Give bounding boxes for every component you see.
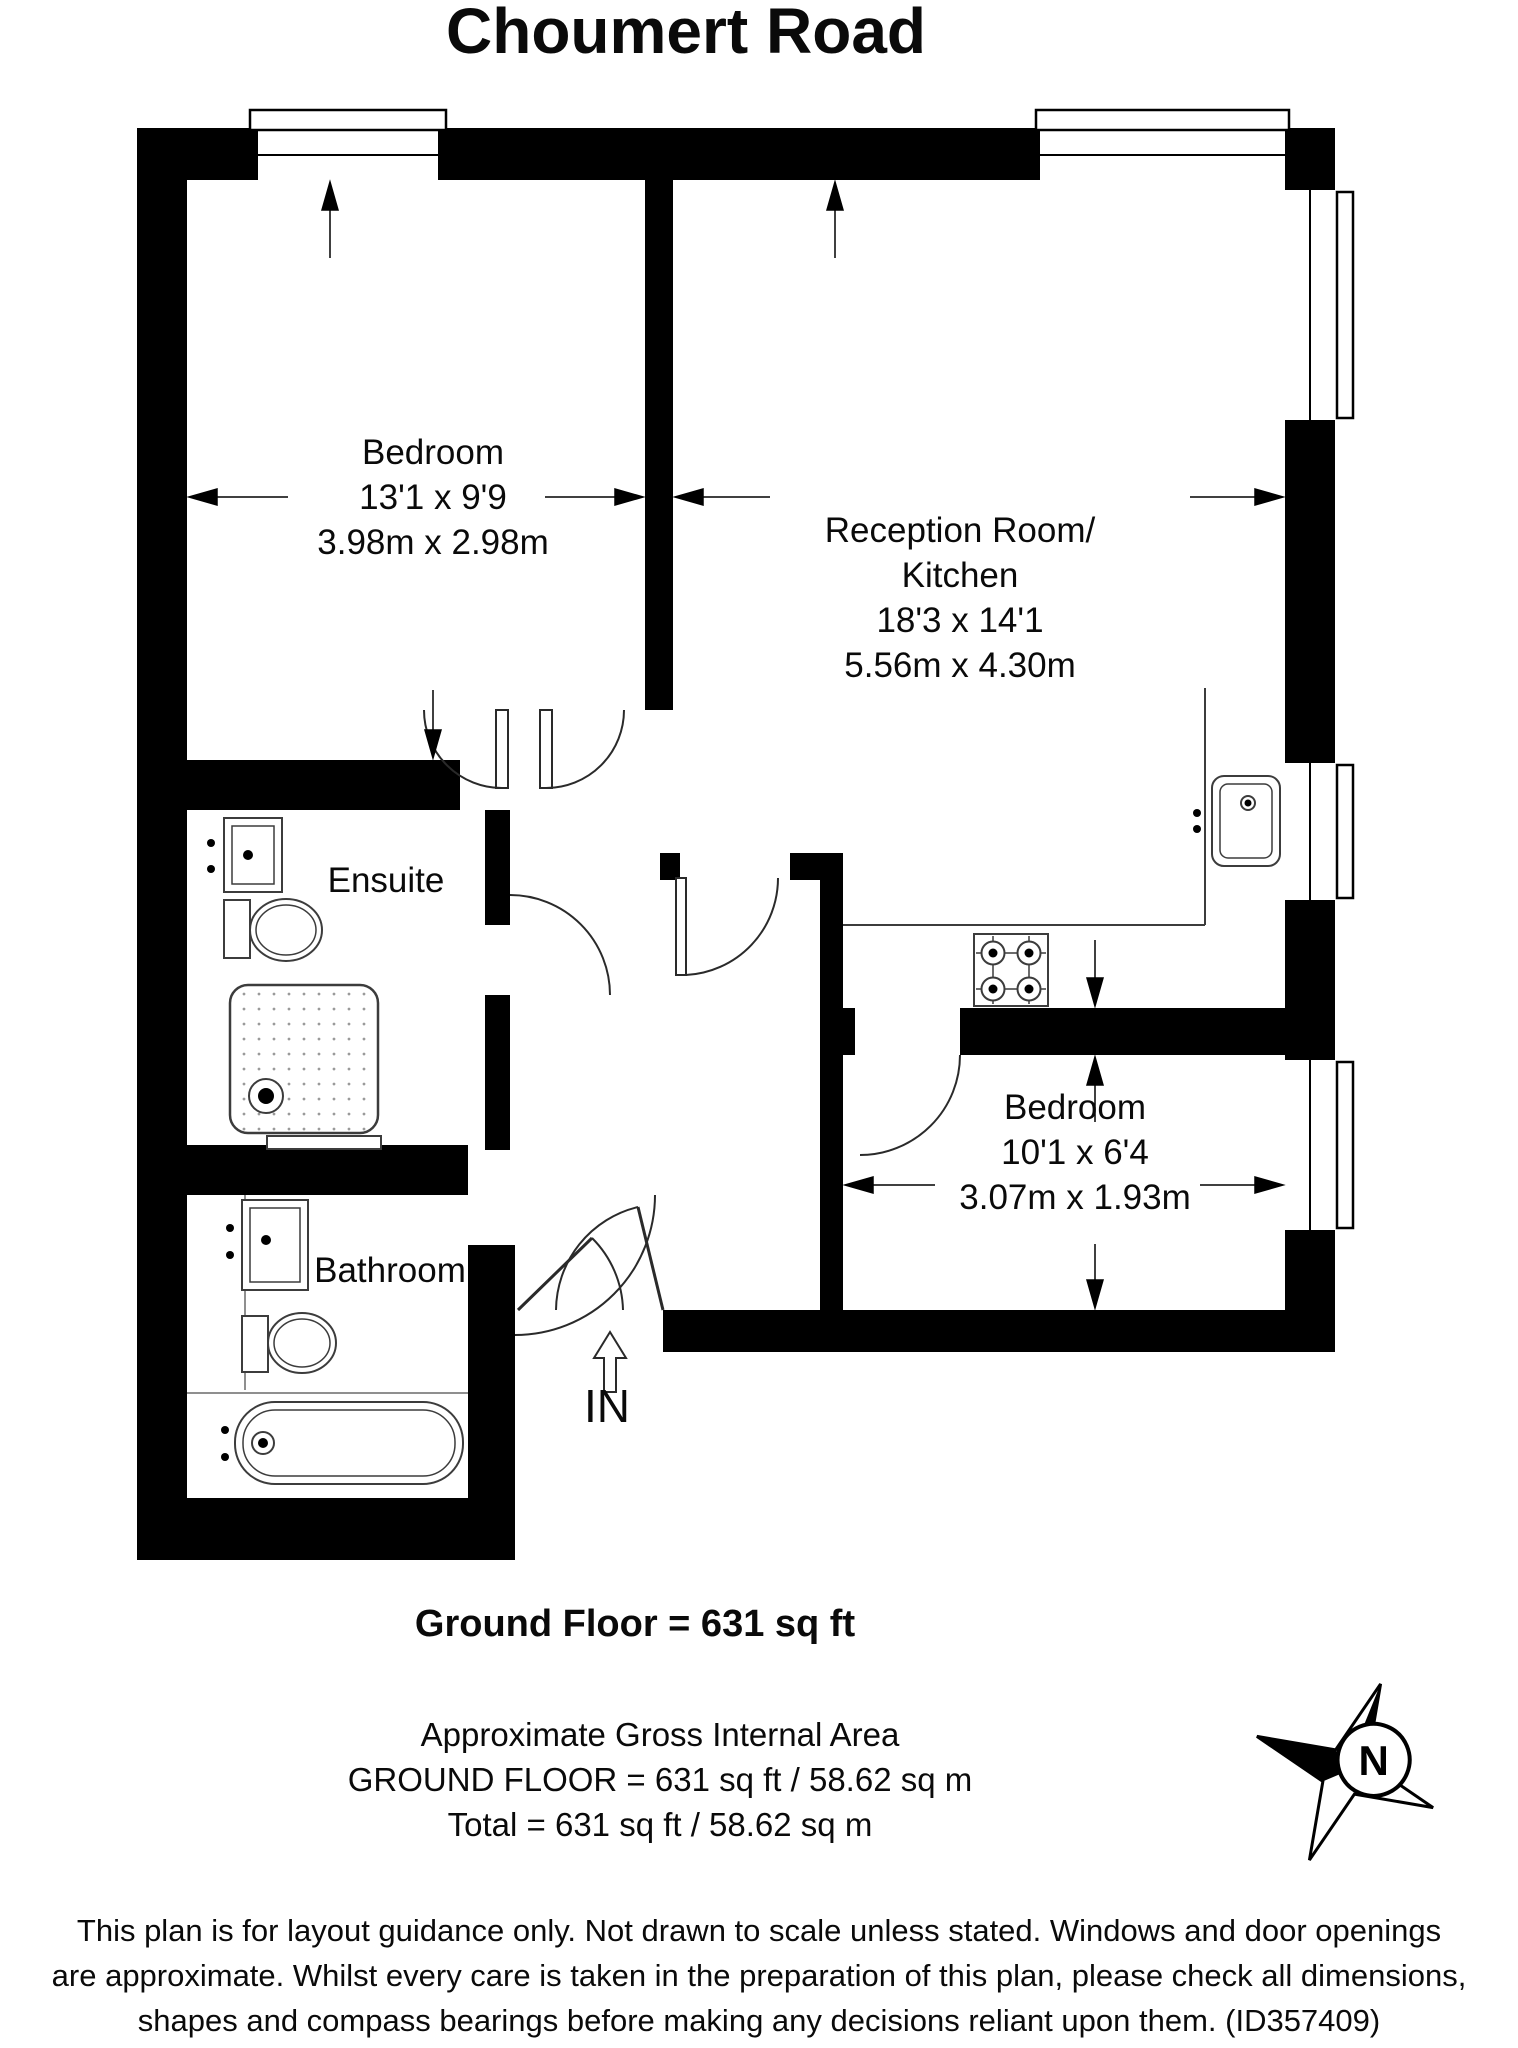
room-label-bedroom-2 — [920, 1085, 1230, 1220]
window — [1036, 110, 1289, 180]
wall-segment — [485, 995, 510, 1150]
room-dims-metric: 3.07m x 1.93m — [959, 1178, 1191, 1217]
gross-internal-area — [260, 1712, 1060, 1847]
room-label-bedroom-1 — [283, 430, 583, 565]
room-dims-imperial: 18'3 x 14'1 — [876, 601, 1044, 640]
dimension-arrow — [425, 690, 441, 758]
disclaimer-line: are approximate. Whilst every care is taken in the preparation of this plan, please check all dimensions, — [51, 1958, 1467, 1993]
dimension-arrow — [827, 182, 843, 258]
door-leaf — [638, 1207, 663, 1310]
wall-segment — [137, 760, 460, 810]
disclaimer-line: shapes and compass bearings before making any decisions reliant upon them. (ID357409) — [137, 2003, 1381, 2038]
wall-segment — [820, 853, 843, 1310]
door-arc — [686, 878, 778, 975]
room-dims-imperial: 10'1 x 6'4 — [1001, 1133, 1149, 1172]
door-leaf — [518, 1238, 592, 1310]
door-leaf — [676, 878, 686, 975]
toilet-icon — [224, 899, 322, 961]
area-line: GROUND FLOOR = 631 sq ft / 58.62 sq m — [347, 1761, 973, 1798]
door-leaf — [496, 710, 552, 788]
wall-segment — [663, 1310, 1335, 1352]
room-dims-metric: 3.98m x 2.98m — [317, 523, 549, 562]
dimension-arrow — [675, 489, 770, 505]
wall-segment — [645, 180, 673, 710]
wall-segment — [137, 128, 187, 1560]
ground-floor-summary: Ground Floor = 631 sq ft — [414, 1603, 856, 1645]
window — [1285, 763, 1353, 900]
toilet-icon — [242, 1313, 336, 1373]
wall-segment — [843, 1008, 855, 1055]
door-arc — [510, 895, 610, 995]
dimension-arrow — [1087, 1244, 1103, 1308]
bathtub-icon — [221, 1402, 463, 1484]
compass-north-label: N — [1358, 1736, 1389, 1784]
page-title: Choumert Road — [446, 0, 926, 67]
wall-segment — [960, 1008, 1285, 1055]
wall-segment — [660, 853, 680, 880]
dimension-arrow — [189, 489, 288, 505]
shower-icon — [230, 985, 381, 1149]
room-name: Bedroom — [361, 433, 505, 472]
room-dims-metric: 5.56m x 4.30m — [844, 646, 1076, 685]
room-label-bathroom: Bathroom — [314, 1251, 466, 1290]
compass-icon — [1221, 1648, 1468, 1895]
door-arc — [556, 1207, 638, 1310]
dimension-arrow — [322, 182, 338, 258]
area-line: Total = 631 sq ft / 58.62 sq m — [447, 1806, 873, 1843]
room-label-reception-kitchen — [760, 508, 1160, 688]
sink-icon — [207, 818, 282, 892]
window — [250, 110, 446, 180]
wall-segment — [137, 1498, 515, 1560]
wall-segment — [137, 1145, 468, 1195]
window — [1285, 190, 1353, 420]
room-label-ensuite: Ensuite — [327, 861, 445, 900]
area-line: Approximate Gross Internal Area — [420, 1716, 900, 1753]
door-arc — [515, 1195, 655, 1335]
kitchen-counter — [843, 688, 1205, 925]
dimension-arrow — [1190, 489, 1283, 505]
disclaimer-text — [15, 1908, 1503, 2043]
room-name: Reception Room/ — [824, 511, 1096, 550]
door-arc — [546, 710, 624, 788]
room-dims-imperial: 13'1 x 9'9 — [359, 478, 507, 517]
room-name: Bedroom — [1003, 1088, 1147, 1127]
room-name: Kitchen — [901, 556, 1019, 595]
door-opening — [468, 1195, 515, 1245]
wall-segment — [485, 810, 510, 925]
hob-icon — [974, 934, 1048, 1006]
entrance-label: IN — [584, 1380, 630, 1432]
disclaimer-line: This plan is for layout guidance only. Not drawn to scale unless stated. Windows and door openings — [76, 1913, 1442, 1948]
dimension-arrow — [1087, 940, 1103, 1006]
kitchen-sink-icon — [1193, 776, 1280, 866]
window — [1285, 1060, 1353, 1230]
